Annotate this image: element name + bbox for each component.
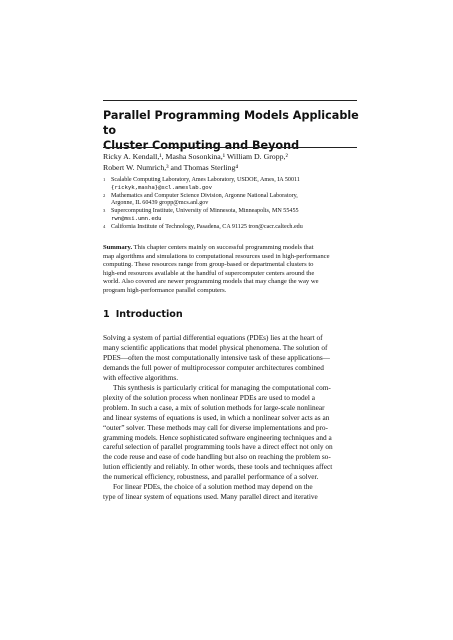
affiliation-line: Supercomputing Institute, University of Minnesota, Minneapolis, MN 55455: [111, 208, 299, 215]
summary-line: This chapter centers mainly on successful programming models that: [132, 244, 314, 251]
affiliation-email: {rickyk,masha}@scl.ameslab.gov: [111, 184, 213, 191]
title-line-2: Cluster Computing and Beyond: [103, 139, 300, 152]
authors-line-2: Robert W. Numrich,³ and Thomas Sterling⁴: [103, 162, 239, 172]
title-line-1: Parallel Programming Models Applicable to: [103, 109, 359, 137]
affiliation-item: [103, 208, 363, 224]
body-line: plexity of the solution process when nonlinear PDEs are used to model a: [103, 392, 315, 402]
author-list: [103, 152, 363, 173]
section-title: Introduction: [115, 309, 183, 320]
affiliation-item: [103, 177, 363, 193]
affiliation-list: [103, 177, 363, 232]
affiliation-number: 1: [103, 177, 106, 182]
body-line: problem. In such a case, a mix of solution methods for large-scale nonlinear: [103, 402, 325, 412]
body-line: type of linear system of equations used. Many parallel direct and iterative: [103, 492, 318, 502]
affiliation-email: rwn@msi.umn.edu: [111, 215, 162, 222]
summary-label: Summary.: [103, 244, 133, 251]
summary-line: high-end resources available at the handful of supercomputer centers around the: [103, 269, 315, 277]
summary-line: map algorithms and simulations to computational resources used in high-performance: [103, 252, 330, 260]
affiliation-line: Mathematics and Computer Science Division, Argonne National Laboratory,: [111, 192, 298, 199]
summary-abstract: [103, 244, 357, 296]
body-text: [103, 333, 357, 502]
summary-line: world. Also covered are newer programming models that may change the way we: [103, 278, 319, 286]
body-line: and linear systems of equations is used, in which a nonlinear solver acts as an: [103, 412, 330, 422]
affiliation-line: California Institute of Technology, Pasadena, CA 91125 tron@cacr.caltech.edu: [111, 223, 303, 230]
affiliation-line: Scalable Computing Laboratory, Ames Laboratory, USDOE, Ames, IA 50011: [111, 177, 300, 183]
body-line: the numerical efficiency, robustness, and parallel performance of a solver.: [103, 472, 319, 482]
body-line: For linear PDEs, the choice of a solution method may depend on the: [113, 482, 313, 492]
body-line: gramming models. Hence sophisticated software engineering techniques and a: [103, 432, 332, 442]
authors-line-1: Ricky A. Kendall,¹, Masha Sosonkina,¹ William D. Gropp,²: [103, 152, 288, 161]
affiliation-line-2: Argonne, IL 60439 gropp@mcs.anl.gov: [111, 200, 209, 207]
body-line: careful selection of parallel programming tools have a direct effect not only on: [103, 442, 333, 452]
affiliation-item: [103, 224, 363, 232]
body-line: This synthesis is particularly critical for managing the computational com-: [113, 382, 331, 392]
body-line: “outer” solver. These methods may call for diverse implementations and pro-: [103, 422, 328, 432]
affiliation-item: [103, 193, 363, 209]
body-line: with effective algorithms.: [103, 372, 179, 382]
affiliation-number: 3: [103, 208, 106, 214]
body-line: demands the full power of multiprocessor computer architectures combined: [103, 362, 324, 372]
summary-line: computing. These resources range from group-based or departmental clusters to: [103, 261, 314, 269]
section-number: 1: [103, 309, 110, 320]
body-line: many scientific applications that model physical phenomena. The solution of: [103, 342, 328, 352]
body-line: the code reuse and ease of code handling but also on reaching the problem so-: [103, 452, 331, 462]
summary-line: program high-performance parallel computers.: [103, 286, 227, 294]
title-top-rule: [103, 100, 357, 101]
title-bottom-rule: [103, 147, 357, 148]
affiliation-number: 2: [103, 192, 106, 198]
body-line: Solving a system of partial differential equations (PDEs) lies at the heart of: [103, 333, 323, 342]
section-heading: [103, 309, 357, 320]
affiliation-number: 4: [103, 223, 106, 229]
body-line: lution efficiently and reliably. In other words, these tools and techniques affect: [103, 462, 333, 472]
body-line: PDES—often the most computationally intensive task of these applications—: [103, 352, 330, 362]
